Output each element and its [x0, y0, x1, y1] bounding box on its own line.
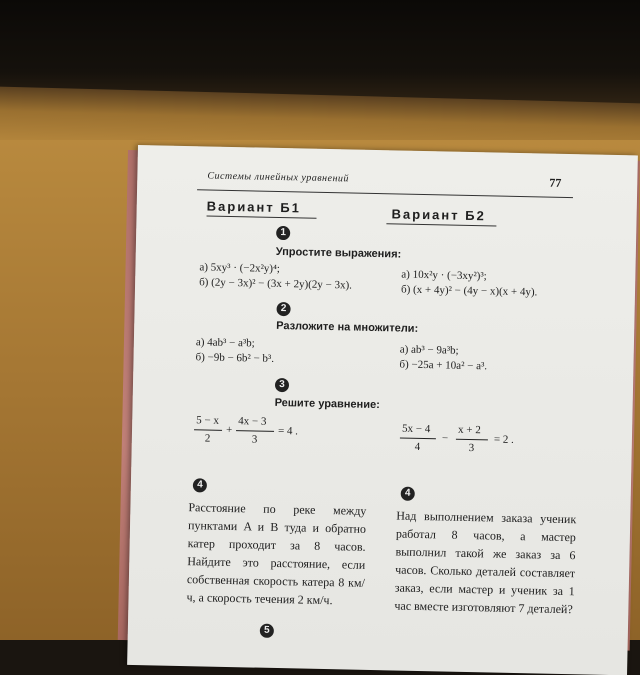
- task-3-v2-bar1: [400, 438, 436, 440]
- task-2-v2-b: б) −25a + 10a² − a³.: [399, 358, 488, 373]
- task-2-v2-a: а) ab³ − 9a³b;: [399, 343, 459, 357]
- task-2-v1-b: б) −9b − 6b² − b³.: [195, 351, 275, 365]
- variant-b1-underline: [207, 215, 317, 218]
- task-1-v2-a: а) 10x²y · (−3xy²)³;: [401, 268, 487, 283]
- page-number: 77: [549, 175, 562, 190]
- task-3-v1-num1: 5 − x: [196, 414, 220, 427]
- task-1-v1-b: б) (2y − 3x)² − (3x + 2y)(2y − 3x).: [199, 276, 353, 292]
- task-2-number: 2: [276, 302, 290, 316]
- task-3-v1-num2: 4x − 3: [238, 415, 267, 428]
- task-3-v2-rhs: = 2 .: [493, 433, 515, 446]
- task-4-v1-text: Расстояние по реке между пунктами A и B туда и обратно катер проходит за 8 часов. Найдите это расстояние, если собственная скорость катера 8 км/ч, а скорость течения 2 км/ч.: [186, 500, 367, 608]
- task-3-title: Решите уравнение:: [274, 396, 380, 412]
- variant-b1-title: Вариант Б1: [206, 198, 302, 216]
- variant-b2-title: Вариант Б2: [391, 206, 486, 224]
- task-4-v2-text: Над выполнением заказа ученик работал 8 часов, а мастер выполнил такой же заказ за 6 часов. Сколько деталей составляет заказ, если мастер и ученик за 1 час вместе изготовляют 7 деталей?: [394, 508, 577, 617]
- task-2-v1-a: а) 4ab³ − a³b;: [195, 336, 255, 350]
- section-header: Системы линейных уравнений: [207, 170, 350, 185]
- task-4-v1-number: 4: [193, 478, 207, 492]
- task-3-number: 3: [275, 378, 289, 392]
- task-3-v2-den1: 4: [414, 440, 421, 453]
- variant-b2-underline: [386, 223, 496, 226]
- task-3-v2-op: −: [441, 432, 449, 445]
- task-3-v1-bar2: [236, 430, 274, 432]
- task-3-v1-rhs: = 4 .: [277, 424, 299, 438]
- task-3-v1-op: +: [225, 423, 233, 437]
- header-rule: [197, 189, 573, 198]
- task-3-v2-den2: 3: [468, 441, 475, 455]
- task-1-v2-b: б) (x + 4y)² − (4y − x)(x + 4y).: [400, 283, 538, 299]
- task-4-v2-number: 4: [401, 487, 415, 501]
- task-1-number: 1: [276, 226, 290, 240]
- task-2-title: Разложите на множители:: [276, 319, 419, 335]
- task-3-v1-bar1: [194, 429, 222, 431]
- task-5-number: 5: [260, 624, 274, 638]
- task-1-title: Упростите выражения:: [275, 245, 402, 261]
- task-1-v1-a: а) 5xy³ · (−2x²y)⁴;: [199, 261, 281, 275]
- task-3-v2-num1: 5x − 4: [401, 422, 431, 436]
- task-3-v1-den1: 2: [204, 432, 211, 445]
- book-page: [127, 145, 638, 675]
- task-3-v1-den2: 3: [251, 433, 258, 446]
- task-3-v2-bar2: [456, 439, 488, 441]
- task-3-v2-num2: x + 2: [457, 423, 481, 437]
